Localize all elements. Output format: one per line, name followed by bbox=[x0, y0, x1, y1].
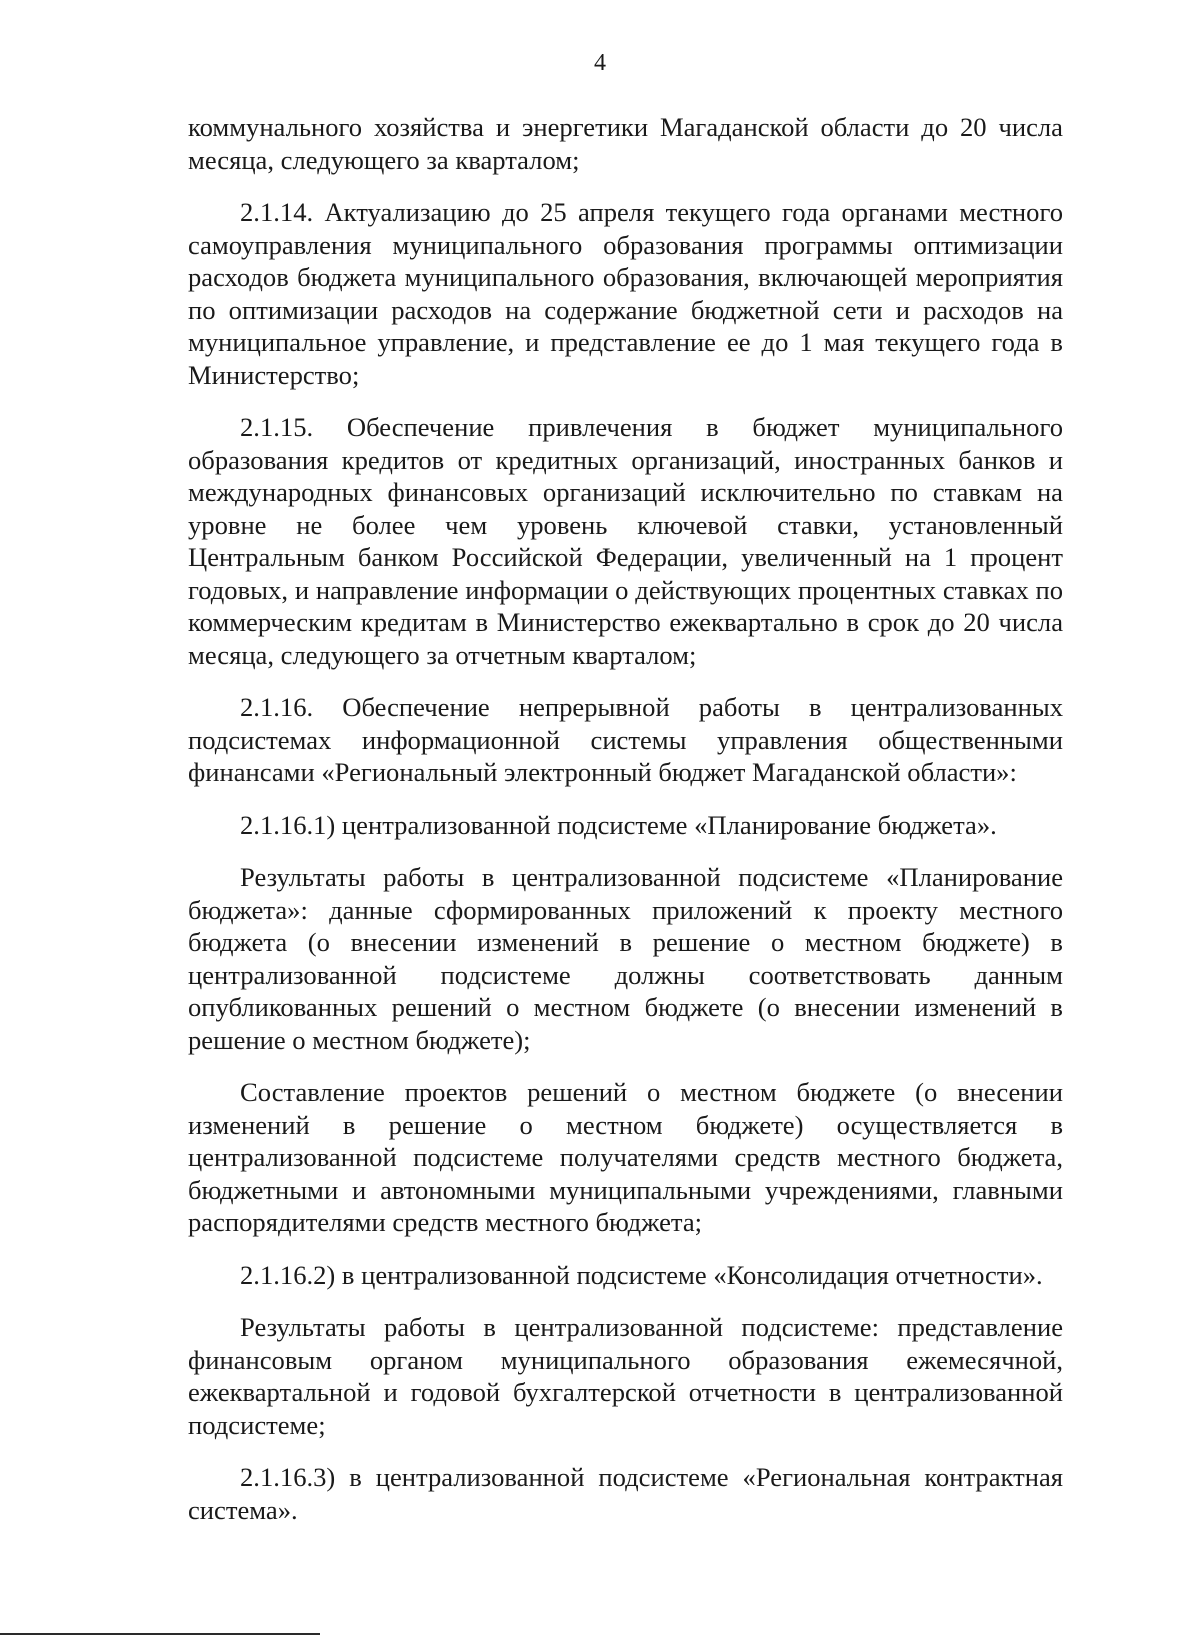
paragraph-2-1-16-3: 2.1.16.3) в централизованной подсистеме «Региональная контрактная система». bbox=[188, 1462, 1063, 1525]
page-number: 4 bbox=[594, 50, 606, 76]
paragraph-2-1-16: 2.1.16. Обеспечение непрерывной работы в централизованных подсистемах информационной системы управления общественными финансами «Региональный электронный бюджет Магаданской области»: bbox=[188, 692, 1063, 787]
paragraph-continuation: коммунального хозяйства и энергетики Магаданской области до 20 числа месяца, следующего за кварталом; bbox=[188, 112, 1063, 175]
paragraph-2-1-14: 2.1.14. Актуализацию до 25 апреля текущего года органами местного самоуправления муниципального образования программы оптимизации расходов бюджета муниципального образования, включающей мероприятия по оптимизации расходов на содержание бюджетной сети и расходов на муниципальное управление, и представление ее до 1 мая текущего года в Министерство; bbox=[188, 197, 1063, 390]
paragraph-2-1-15: 2.1.15. Обеспечение привлечения в бюджет муниципального образования кредитов от кредитных организаций, иностранных банков и международных финансовых организаций исключительно по ставкам на уровне не более чем уровень ключевой ставки, установленный Центральным банком Российской Федерации, увеличенный на 1 процент годовых, и направление информации о действующих процентных ставках по коммерческим кредитам в Министерство ежеквартально в срок до 20 числа месяца, следующего за отчетным кварталом; bbox=[188, 412, 1063, 670]
footer-rule bbox=[0, 1633, 320, 1635]
paragraph-2-1-16-2: 2.1.16.2) в централизованной подсистеме «Консолидация отчетности». bbox=[240, 1259, 1043, 1290]
paragraph-budget-drafting: Составление проектов решений о местном бюджете (о внесении изменений в решение о местном бюджете) осуществляется в централизованной подсистеме получателями средств местного бюджета, бюджетными и автономными муниципальными учреждениями, главными распорядителями средств местного бюджета; bbox=[188, 1077, 1063, 1237]
paragraph-consolidation-results: Результаты работы в централизованной подсистеме: представление финансовым органом муниципального образования ежемесячной, ежеквартальной и годовой бухгалтерской отчетности в централизованной подсистеме; bbox=[188, 1312, 1063, 1440]
paragraph-planning-results: Результаты работы в централизованной подсистеме «Планирование бюджета»: данные сформированных приложений к проекту местного бюджета (о внесении изменений в решение о местном бюджете) в централизованной подсистеме должны соответствовать данным опубликованных решений о местном бюджете (о внесении изменений в решение о местном бюджете); bbox=[188, 862, 1063, 1055]
paragraph-2-1-16-1: 2.1.16.1) централизованной подсистеме «Планирование бюджета». bbox=[240, 809, 997, 840]
document-body bbox=[188, 111, 1063, 1526]
